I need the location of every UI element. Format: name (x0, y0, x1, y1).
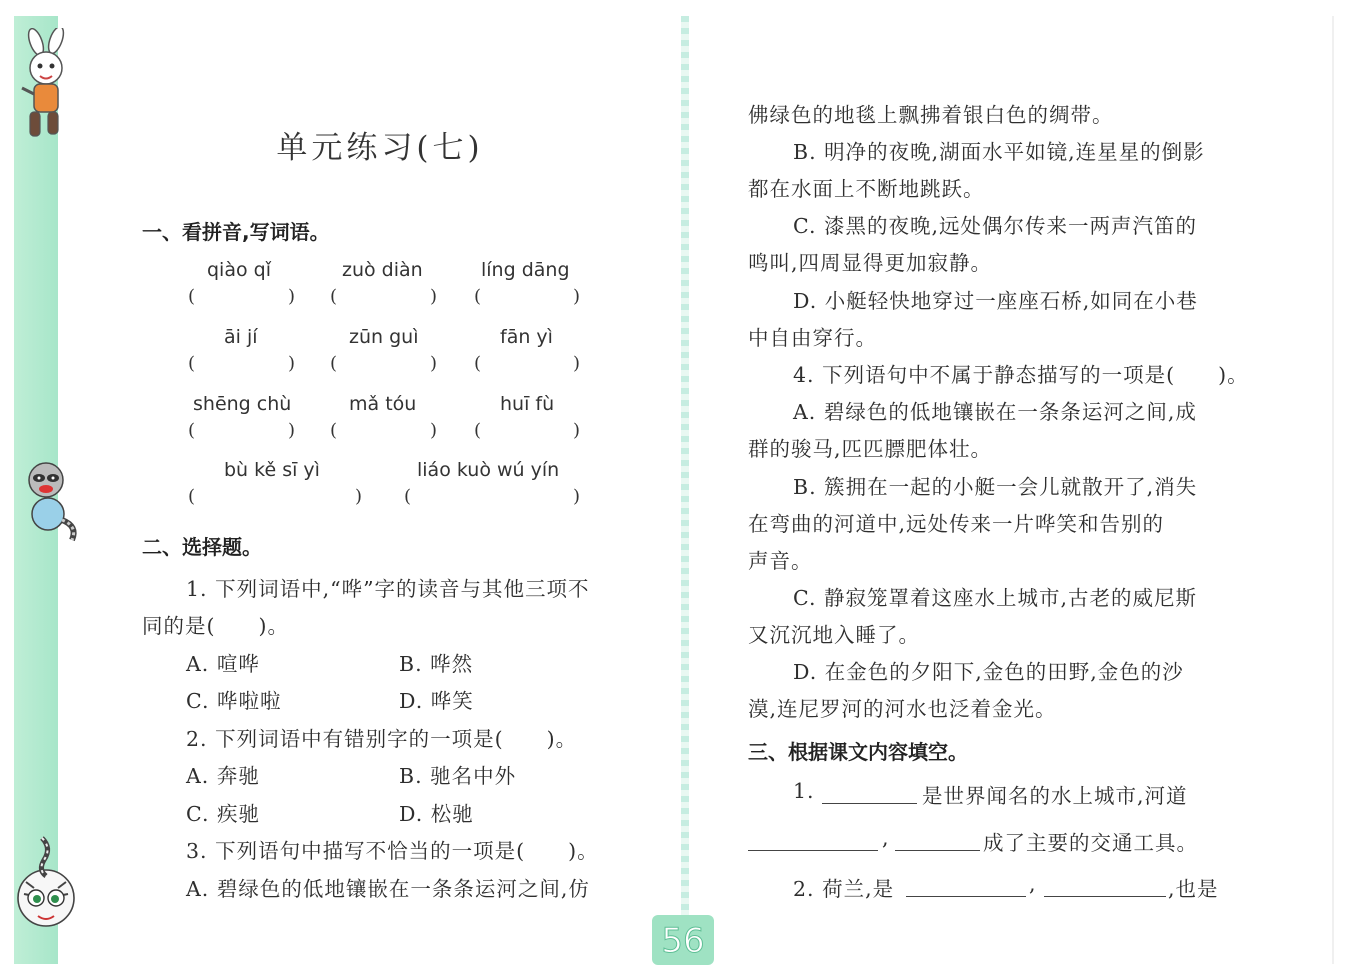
answer-paren-close: ) (355, 486, 363, 507)
fill-blank[interactable] (748, 850, 878, 851)
q4-option-a-cont: 群的骏马,匹匹膘肥体壮。 (748, 437, 993, 461)
fill-comma: , (882, 826, 890, 850)
answer-paren-open[interactable]: ( (404, 486, 412, 507)
q4-option-d-cont: 漠,连尼罗河的河水也泛着金光。 (748, 697, 1057, 721)
answer-paren-open[interactable]: ( (330, 353, 338, 374)
fill-q2-prefix: 2. 荷兰,是 (793, 877, 895, 901)
q1-option-b[interactable]: B. 哗然 (399, 652, 474, 676)
rabbit-mascot-icon (12, 28, 80, 148)
q3-option-d[interactable]: D. 小艇轻快地穿过一座座石桥,如同在小巷 (793, 289, 1198, 313)
q3-option-a-cont: 佛绿色的地毯上飘拂着银白色的绸带。 (748, 103, 1114, 127)
question-1-text: 1. 下列词语中,“哗”字的读音与其他三项不 (186, 577, 590, 601)
answer-paren-close: ) (430, 353, 438, 374)
answer-paren-open[interactable]: ( (188, 486, 196, 507)
fill-blank[interactable] (906, 896, 1026, 897)
page-title: 单元练习(七) (276, 130, 484, 166)
answer-paren-close: ) (288, 353, 296, 374)
answer-paren-close: ) (573, 286, 581, 307)
q1-option-d[interactable]: D. 哗笑 (399, 689, 474, 713)
q2-option-d[interactable]: D. 松驰 (399, 802, 474, 826)
q3-option-a[interactable]: A. 碧绿色的低地镶嵌在一条条运河之间,仿 (186, 877, 590, 901)
answer-paren-open[interactable]: ( (330, 286, 338, 307)
answer-paren-open[interactable]: ( (474, 286, 482, 307)
pinyin-item: mǎ tóu (349, 393, 417, 415)
answer-paren-open[interactable]: ( (188, 353, 196, 374)
book-spine (681, 16, 689, 964)
answer-paren-open[interactable]: ( (474, 353, 482, 374)
fill-comma: , (1029, 872, 1037, 896)
raccoon-mascot-icon (12, 456, 80, 546)
question-3-text: 3. 下列语句中描写不恰当的一项是( )。 (186, 839, 599, 863)
pinyin-item: āi jí (224, 326, 258, 348)
question-1-text-cont: 同的是( )。 (142, 614, 289, 638)
pinyin-item: zuò diàn (342, 259, 423, 281)
q4-option-b[interactable]: B. 簇拥在一起的小艇一会儿就散开了,消失 (793, 475, 1198, 499)
q3-option-c-cont: 鸣叫,四周显得更加寂静。 (748, 251, 993, 275)
answer-paren-open[interactable]: ( (474, 420, 482, 441)
answer-paren-open[interactable]: ( (188, 286, 196, 307)
fill-q1-text: 是世界闻名的水上城市,河道 (922, 784, 1188, 808)
fill-blank[interactable] (895, 850, 980, 851)
q3-option-c[interactable]: C. 漆黑的夜晚,远处偶尔传来一两声汽笛的 (793, 214, 1198, 238)
answer-paren-close: ) (573, 486, 581, 507)
pinyin-item: shēng chù (193, 393, 292, 415)
pinyin-item: zūn guì (349, 326, 419, 348)
q4-option-b-cont: 在弯曲的河道中,远处传来一片哗笑和告别的 (748, 512, 1165, 536)
question-4-text: 4. 下列语句中不属于静态描写的一项是( )。 (793, 363, 1249, 387)
fill-blank[interactable] (822, 803, 917, 804)
answer-paren-close: ) (573, 353, 581, 374)
q4-option-c-cont: 又沉沉地入睡了。 (748, 623, 920, 647)
pinyin-item: liáo kuò wú yín (417, 459, 560, 481)
q1-option-c[interactable]: C. 哗啦啦 (186, 689, 282, 713)
q2-option-a[interactable]: A. 奔驰 (186, 764, 260, 788)
pinyin-item: bù kě sī yì (224, 459, 320, 481)
answer-paren-close: ) (573, 420, 581, 441)
fill-q2-suffix: ,也是 (1168, 877, 1219, 901)
right-page-edge (1332, 16, 1334, 964)
answer-paren-close: ) (430, 286, 438, 307)
answer-paren-open[interactable]: ( (330, 420, 338, 441)
fill-q1-number: 1. (793, 779, 815, 803)
q3-option-b[interactable]: B. 明净的夜晚,湖面水平如镜,连星星的倒影 (793, 140, 1205, 164)
q3-option-b-cont: 都在水面上不断地跳跃。 (748, 177, 985, 201)
pinyin-item: fān yì (500, 326, 553, 348)
section1-heading: 一、看拼音,写词语。 (142, 220, 330, 244)
q2-option-b[interactable]: B. 驰名中外 (399, 764, 517, 788)
pinyin-item: huī fù (500, 393, 555, 415)
section2-heading: 二、选择题。 (142, 535, 262, 559)
q1-option-a[interactable]: A. 喧哗 (186, 652, 260, 676)
question-2-text: 2. 下列词语中有错别字的一项是( )。 (186, 727, 578, 751)
q4-option-d[interactable]: D. 在金色的夕阳下,金色的田野,金色的沙 (793, 660, 1184, 684)
q4-option-a[interactable]: A. 碧绿色的低地镶嵌在一条条运河之间,成 (793, 400, 1197, 424)
q4-option-c[interactable]: C. 静寂笼罩着这座水上城市,古老的威尼斯 (793, 586, 1198, 610)
page-number: 56 (661, 921, 705, 961)
answer-paren-close: ) (430, 420, 438, 441)
answer-paren-close: ) (288, 286, 296, 307)
section3-heading: 三、根据课文内容填空。 (748, 740, 968, 764)
q3-option-d-cont: 中自由穿行。 (748, 326, 877, 350)
tiger-mascot-icon (12, 818, 80, 942)
answer-paren-open[interactable]: ( (188, 420, 196, 441)
answer-paren-close: ) (288, 420, 296, 441)
q2-option-c[interactable]: C. 疾驰 (186, 802, 260, 826)
q4-option-b-cont2: 声音。 (748, 549, 813, 573)
fill-blank[interactable] (1044, 896, 1166, 897)
fill-q1-text-cont: 成了主要的交通工具。 (983, 831, 1198, 855)
pinyin-item: líng dāng (481, 259, 570, 281)
pinyin-item: qiào qǐ (207, 259, 271, 281)
